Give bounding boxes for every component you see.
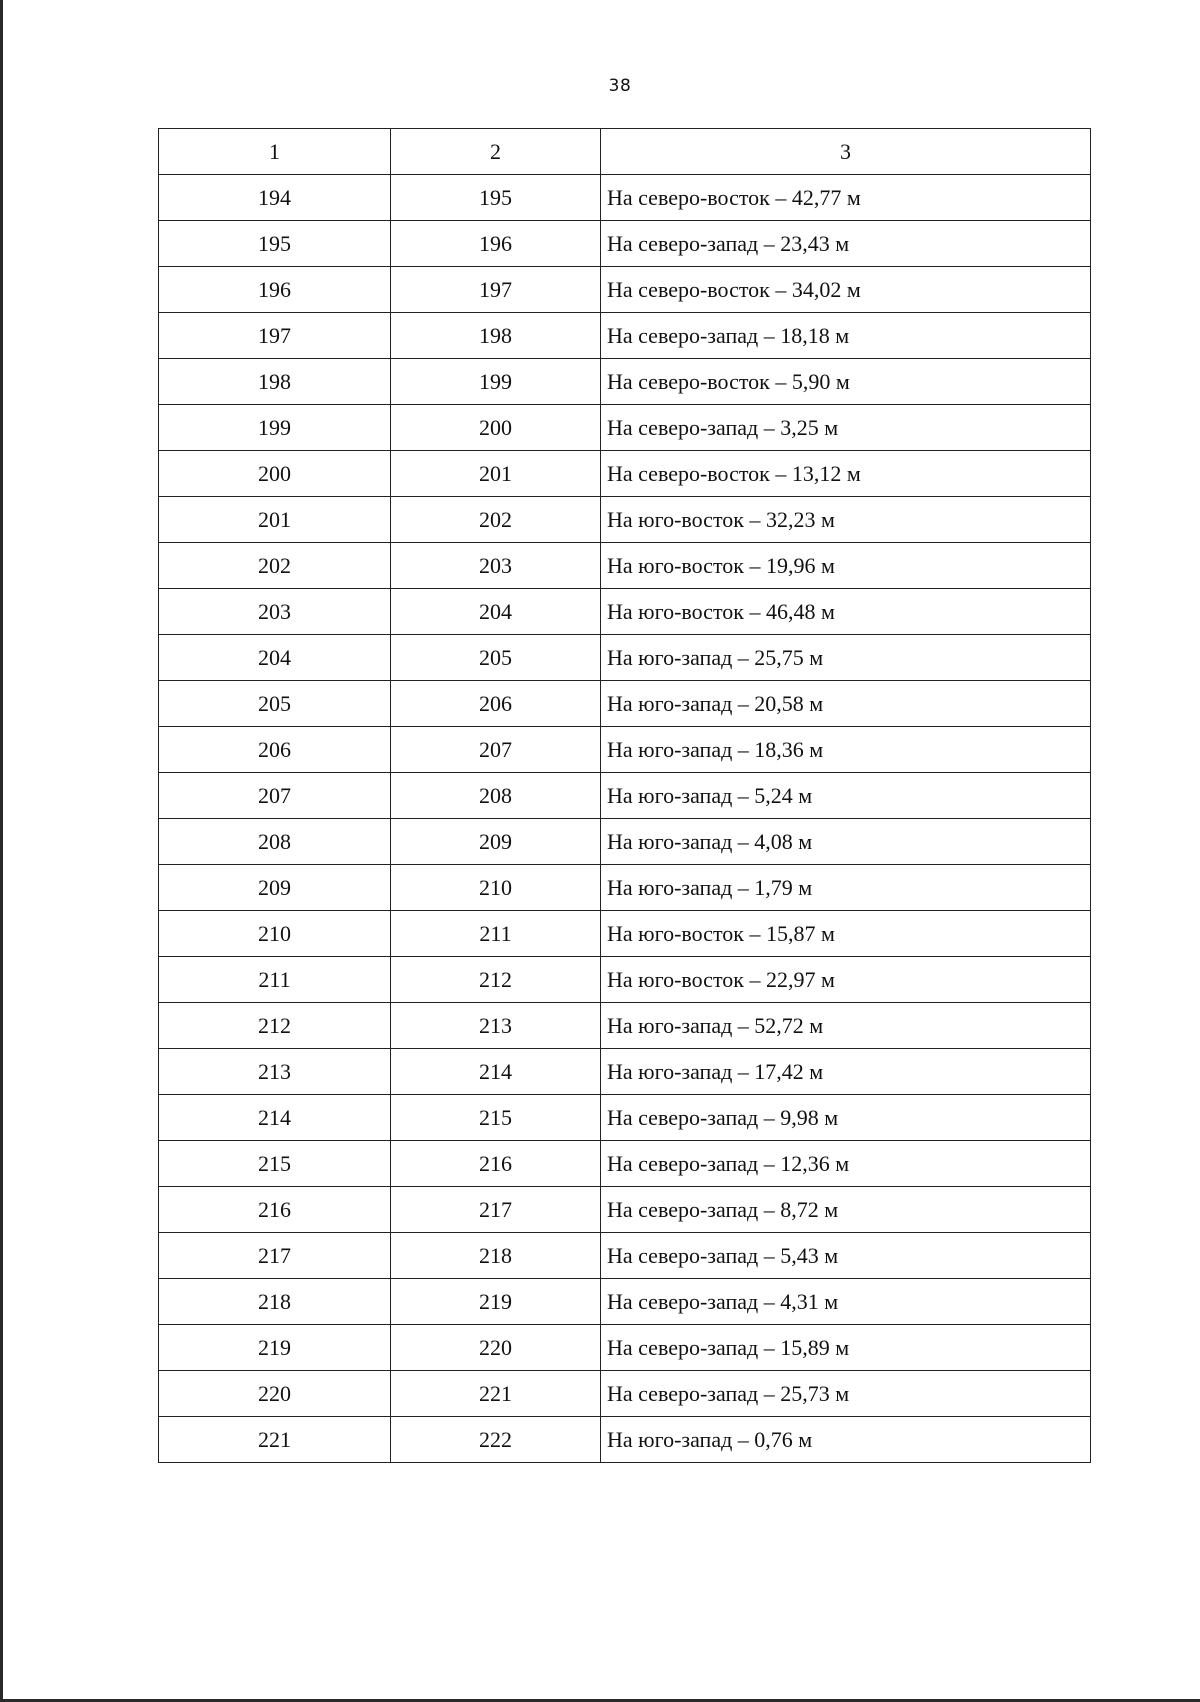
table-row <box>159 267 1091 313</box>
from-point-cell: 219 <box>159 1325 391 1371</box>
direction-distance-cell: На северо-запад – 15,89 м <box>601 1325 1091 1371</box>
direction-distance-cell: На юго-запад – 52,72 м <box>601 1003 1091 1049</box>
to-point-cell: 218 <box>391 1233 601 1279</box>
table-row <box>159 1371 1091 1417</box>
from-point-cell: 195 <box>159 221 391 267</box>
to-point-cell: 199 <box>391 359 601 405</box>
table-row <box>159 1417 1091 1463</box>
direction-distance-cell: На северо-запад – 5,43 м <box>601 1233 1091 1279</box>
table-row <box>159 359 1091 405</box>
to-point-cell: 209 <box>391 819 601 865</box>
from-point-cell: 203 <box>159 589 391 635</box>
to-point-cell: 197 <box>391 267 601 313</box>
from-point-cell: 215 <box>159 1141 391 1187</box>
from-point-cell: 199 <box>159 405 391 451</box>
table-row <box>159 911 1091 957</box>
direction-distance-cell: На юго-запад – 25,75 м <box>601 635 1091 681</box>
direction-distance-cell: На северо-запад – 25,73 м <box>601 1371 1091 1417</box>
to-point-cell: 212 <box>391 957 601 1003</box>
direction-distance-cell: На юго-запад – 1,79 м <box>601 865 1091 911</box>
from-point-cell: 209 <box>159 865 391 911</box>
direction-distance-cell: На юго-восток – 22,97 м <box>601 957 1091 1003</box>
table-header-row <box>159 129 1091 175</box>
to-point-cell: 215 <box>391 1095 601 1141</box>
direction-distance-cell: На юго-восток – 46,48 м <box>601 589 1091 635</box>
from-point-cell: 208 <box>159 819 391 865</box>
direction-distance-cell: На северо-запад – 9,98 м <box>601 1095 1091 1141</box>
from-point-cell: 220 <box>159 1371 391 1417</box>
column-header-1: 1 <box>159 129 391 175</box>
table-row <box>159 221 1091 267</box>
to-point-cell: 211 <box>391 911 601 957</box>
to-point-cell: 213 <box>391 1003 601 1049</box>
to-point-cell: 214 <box>391 1049 601 1095</box>
direction-distance-cell: На северо-запад – 23,43 м <box>601 221 1091 267</box>
column-header-3: 3 <box>601 129 1091 175</box>
direction-distance-cell: На северо-запад – 12,36 м <box>601 1141 1091 1187</box>
table-row <box>159 635 1091 681</box>
table-row <box>159 1003 1091 1049</box>
table-row <box>159 497 1091 543</box>
table-row <box>159 1233 1091 1279</box>
direction-distance-cell: На юго-восток – 19,96 м <box>601 543 1091 589</box>
direction-distance-cell: На юго-запад – 4,08 м <box>601 819 1091 865</box>
from-point-cell: 211 <box>159 957 391 1003</box>
direction-distance-cell: На северо-восток – 13,12 м <box>601 451 1091 497</box>
to-point-cell: 196 <box>391 221 601 267</box>
direction-distance-cell: На северо-восток – 42,77 м <box>601 175 1091 221</box>
to-point-cell: 202 <box>391 497 601 543</box>
direction-distance-cell: На северо-восток – 34,02 м <box>601 267 1091 313</box>
table-row <box>159 313 1091 359</box>
scan-edge-left <box>0 0 3 1702</box>
direction-distance-cell: На северо-запад – 18,18 м <box>601 313 1091 359</box>
direction-distance-cell: На юго-запад – 20,58 м <box>601 681 1091 727</box>
direction-distance-cell: На юго-запад – 18,36 м <box>601 727 1091 773</box>
to-point-cell: 210 <box>391 865 601 911</box>
table-row <box>159 819 1091 865</box>
table-body <box>159 129 1091 1463</box>
to-point-cell: 221 <box>391 1371 601 1417</box>
to-point-cell: 220 <box>391 1325 601 1371</box>
table-row <box>159 543 1091 589</box>
from-point-cell: 218 <box>159 1279 391 1325</box>
from-point-cell: 221 <box>159 1417 391 1463</box>
direction-distance-cell: На северо-запад – 3,25 м <box>601 405 1091 451</box>
from-point-cell: 201 <box>159 497 391 543</box>
from-point-cell: 206 <box>159 727 391 773</box>
table-row <box>159 405 1091 451</box>
to-point-cell: 217 <box>391 1187 601 1233</box>
to-point-cell: 200 <box>391 405 601 451</box>
from-point-cell: 205 <box>159 681 391 727</box>
to-point-cell: 219 <box>391 1279 601 1325</box>
table-row <box>159 773 1091 819</box>
direction-distance-cell: На юго-запад – 0,76 м <box>601 1417 1091 1463</box>
table-row <box>159 1187 1091 1233</box>
from-point-cell: 210 <box>159 911 391 957</box>
table-row <box>159 589 1091 635</box>
to-point-cell: 206 <box>391 681 601 727</box>
table-row <box>159 1325 1091 1371</box>
direction-distance-cell: На северо-восток – 5,90 м <box>601 359 1091 405</box>
table-row <box>159 727 1091 773</box>
table-row <box>159 681 1091 727</box>
direction-distance-cell: На юго-восток – 32,23 м <box>601 497 1091 543</box>
to-point-cell: 198 <box>391 313 601 359</box>
to-point-cell: 222 <box>391 1417 601 1463</box>
table-row <box>159 1279 1091 1325</box>
direction-distance-cell: На юго-запад – 5,24 м <box>601 773 1091 819</box>
table-row <box>159 175 1091 221</box>
page-number: 38 <box>608 76 632 96</box>
table-row <box>159 1049 1091 1095</box>
from-point-cell: 198 <box>159 359 391 405</box>
to-point-cell: 195 <box>391 175 601 221</box>
direction-distance-cell: На юго-восток – 15,87 м <box>601 911 1091 957</box>
table-row <box>159 1141 1091 1187</box>
from-point-cell: 202 <box>159 543 391 589</box>
to-point-cell: 204 <box>391 589 601 635</box>
from-point-cell: 214 <box>159 1095 391 1141</box>
from-point-cell: 216 <box>159 1187 391 1233</box>
from-point-cell: 194 <box>159 175 391 221</box>
from-point-cell: 212 <box>159 1003 391 1049</box>
to-point-cell: 208 <box>391 773 601 819</box>
from-point-cell: 217 <box>159 1233 391 1279</box>
from-point-cell: 213 <box>159 1049 391 1095</box>
boundary-table <box>158 128 1091 1463</box>
table-row <box>159 865 1091 911</box>
from-point-cell: 197 <box>159 313 391 359</box>
from-point-cell: 204 <box>159 635 391 681</box>
table-row <box>159 957 1091 1003</box>
table-row <box>159 451 1091 497</box>
direction-distance-cell: На юго-запад – 17,42 м <box>601 1049 1091 1095</box>
from-point-cell: 200 <box>159 451 391 497</box>
to-point-cell: 201 <box>391 451 601 497</box>
table-row <box>159 1095 1091 1141</box>
to-point-cell: 203 <box>391 543 601 589</box>
to-point-cell: 216 <box>391 1141 601 1187</box>
from-point-cell: 196 <box>159 267 391 313</box>
column-header-2: 2 <box>391 129 601 175</box>
to-point-cell: 207 <box>391 727 601 773</box>
from-point-cell: 207 <box>159 773 391 819</box>
direction-distance-cell: На северо-запад – 4,31 м <box>601 1279 1091 1325</box>
to-point-cell: 205 <box>391 635 601 681</box>
direction-distance-cell: На северо-запад – 8,72 м <box>601 1187 1091 1233</box>
